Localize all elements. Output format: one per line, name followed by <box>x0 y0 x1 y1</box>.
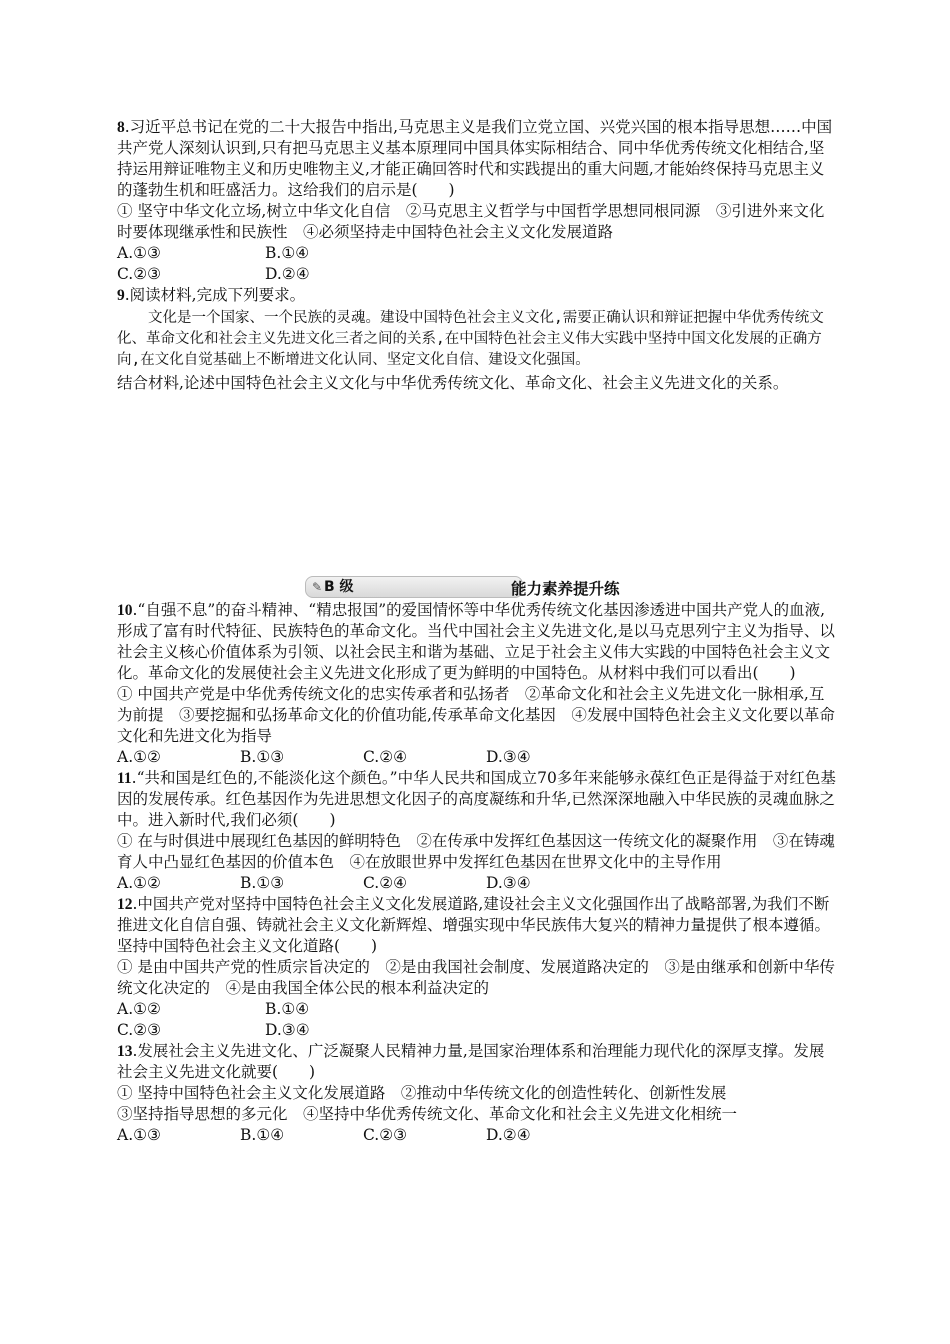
question-stem: .阅读材料,完成下列要求。 <box>124 286 306 304</box>
question-stem: .中国共产党对坚持中国特色社会主义文化发展道路,建设社会主义文化强国作出了战略部署,为我们不断推进文化自信自强、铸就社会主义文化新辉煌、增强实现中华民族伟大复兴的精神力量提供了根本遵循。坚持中国特色社会主义文化道路( ) <box>117 895 831 955</box>
option-c: C.②③ <box>363 1126 408 1144</box>
option-d: D.③④ <box>265 1021 310 1039</box>
options-row <box>117 243 839 264</box>
question-number: 13 <box>117 1043 133 1060</box>
section-header <box>117 576 839 600</box>
question-9 <box>117 285 839 572</box>
pencil-icon: ✎ <box>312 580 323 594</box>
option-d: D.②④ <box>486 1126 531 1144</box>
question-statements: ① 中国共产党是中华优秀传统文化的忠实传承者和弘扬者 ②革命文化和社会主义先进文化一脉相承,互为前提 ③要挖掘和弘扬革命文化的价值功能,传承革命文化基因 ④发展中国特色社会主义文化要以革命文化和先进文化为指导 <box>117 685 835 745</box>
worksheet-page <box>117 117 839 1146</box>
question-10 <box>117 600 839 768</box>
option-a: A.①② <box>117 874 161 892</box>
question-stem: .习近平总书记在党的二十大报告中指出,马克思主义是我们立党立国、兴党兴国的根本指导思想……中国共产党人深刻认识到,只有把马克思主义基本原理同中国具体实际相结合、同中华优秀传统文化相结合,坚持运用辩证唯物主义和历史唯物主义,才能正确回答时代和实践提出的重大问题,才能始终保持马克思主义的蓬勃生机和旺盛活力。这给我们的启示是( ) <box>117 118 833 199</box>
question-number: 11 <box>117 770 132 787</box>
question-13 <box>117 1041 839 1146</box>
question-stem: .“自强不息”的奋斗精神、“精忠报国”的爱国情怀等中华优秀传统文化基因渗透进中国共产党人的血液,形成了富有时代特征、民族特色的革命文化。当代中国社会主义先进文化,是以马克思列宁主义为指导、以社会主义核心价值体系为引领、以社会民主和谐为基础、立足于社会主义伟大实践的中国特色社会主义文化。革命文化的发展使社会主义先进文化形成了更为鲜明的中国特色。从材料中我们可以看出( ) <box>117 601 835 682</box>
options-row <box>117 747 839 768</box>
option-b: B.①④ <box>265 1000 310 1018</box>
question-number: 9 <box>117 287 125 304</box>
option-b: B.①③ <box>240 874 285 892</box>
option-a: A.①③ <box>117 1126 161 1144</box>
option-c: C.②③ <box>117 265 162 283</box>
section-title: 能力素养提升练 <box>511 580 620 598</box>
options-row <box>117 264 839 285</box>
question-stem: .发展社会主义先进文化、广泛凝聚人民精神力量,是国家治理体系和治理能力现代化的深厚支撑。发展社会主义先进文化就要( ) <box>117 1042 825 1081</box>
options-row <box>117 999 839 1020</box>
question-number: 8 <box>117 119 125 136</box>
question-number: 10 <box>117 602 133 619</box>
option-c: C.②④ <box>363 748 408 766</box>
option-c: C.②④ <box>363 874 408 892</box>
question-11 <box>117 768 839 894</box>
question-stem: .“共和国是红色的,不能淡化这个颜色。”中华人民共和国成立70多年来能够永葆红色正是得益于对红色基因的发展传承。红色基因作为先进思想文化因子的高度凝练和升华,已然深深地融入中华民族的灵魂血脉之中。进入新时代,我们必须( ) <box>117 769 836 829</box>
question-12 <box>117 894 839 1041</box>
question-statements: ③坚持指导思想的多元化 ④坚持中华优秀传统文化、革命文化和社会主义先进文化相统一 <box>117 1105 738 1123</box>
options-row <box>117 873 839 894</box>
option-b: B.①④ <box>240 1126 285 1144</box>
level-badge: ✎ B 级 <box>305 576 523 598</box>
question-8 <box>117 117 839 285</box>
question-statements: ① 是由中国共产党的性质宗旨决定的 ②是由我国社会制度、发展道路决定的 ③是由继承和创新中华传统文化决定的 ④是由我国全体公民的根本利益决定的 <box>117 958 835 997</box>
option-b: B.①③ <box>240 748 285 766</box>
question-statements: ① 坚持中国特色社会主义文化发展道路 ②推动中华传统文化的创造性转化、创新性发展 <box>117 1084 727 1102</box>
option-d: D.③④ <box>486 748 531 766</box>
question-statements: ① 坚守中华文化立场,树立中华文化自信 ②马克思主义哲学与中国哲学思想同根同源 ③引进外来文化时要体现继承性和民族性 ④必须坚持走中国特色社会主义文化发展道路 <box>117 202 825 241</box>
question-number: 12 <box>117 896 133 913</box>
reading-material: 文化是一个国家、一个民族的灵魂。建设中国特色社会主义文化,需要正确认识和辩证把握中华优秀传统文化、革命文化和社会主义先进文化三者之间的关系,在中国特色社会主义伟大实践中坚持中国文化发展的正确方向,在文化自觉基础上不断增进文化认同、坚定文化自信、建设文化强国。 <box>117 310 824 368</box>
option-a: A.①③ <box>117 244 161 262</box>
option-a: A.①② <box>117 748 161 766</box>
option-b: B.①④ <box>265 244 310 262</box>
option-d: D.③④ <box>486 874 531 892</box>
option-c: C.②③ <box>117 1021 162 1039</box>
option-a: A.①② <box>117 1000 161 1018</box>
answer-space <box>117 394 839 572</box>
options-row <box>117 1125 839 1146</box>
options-row <box>117 1020 839 1041</box>
question-statements: ① 在与时俱进中展现红色基因的鲜明特色 ②在传承中发挥红色基因这一传统文化的凝聚作用 ③在铸魂育人中凸显红色基因的价值本色 ④在放眼世界中发挥红色基因在世界文化中的主导作用 <box>117 832 835 871</box>
option-d: D.②④ <box>265 265 310 283</box>
question-task: 结合材料,论述中国特色社会主义文化与中华优秀传统文化、革命文化、社会主义先进文化的关系。 <box>117 374 789 392</box>
